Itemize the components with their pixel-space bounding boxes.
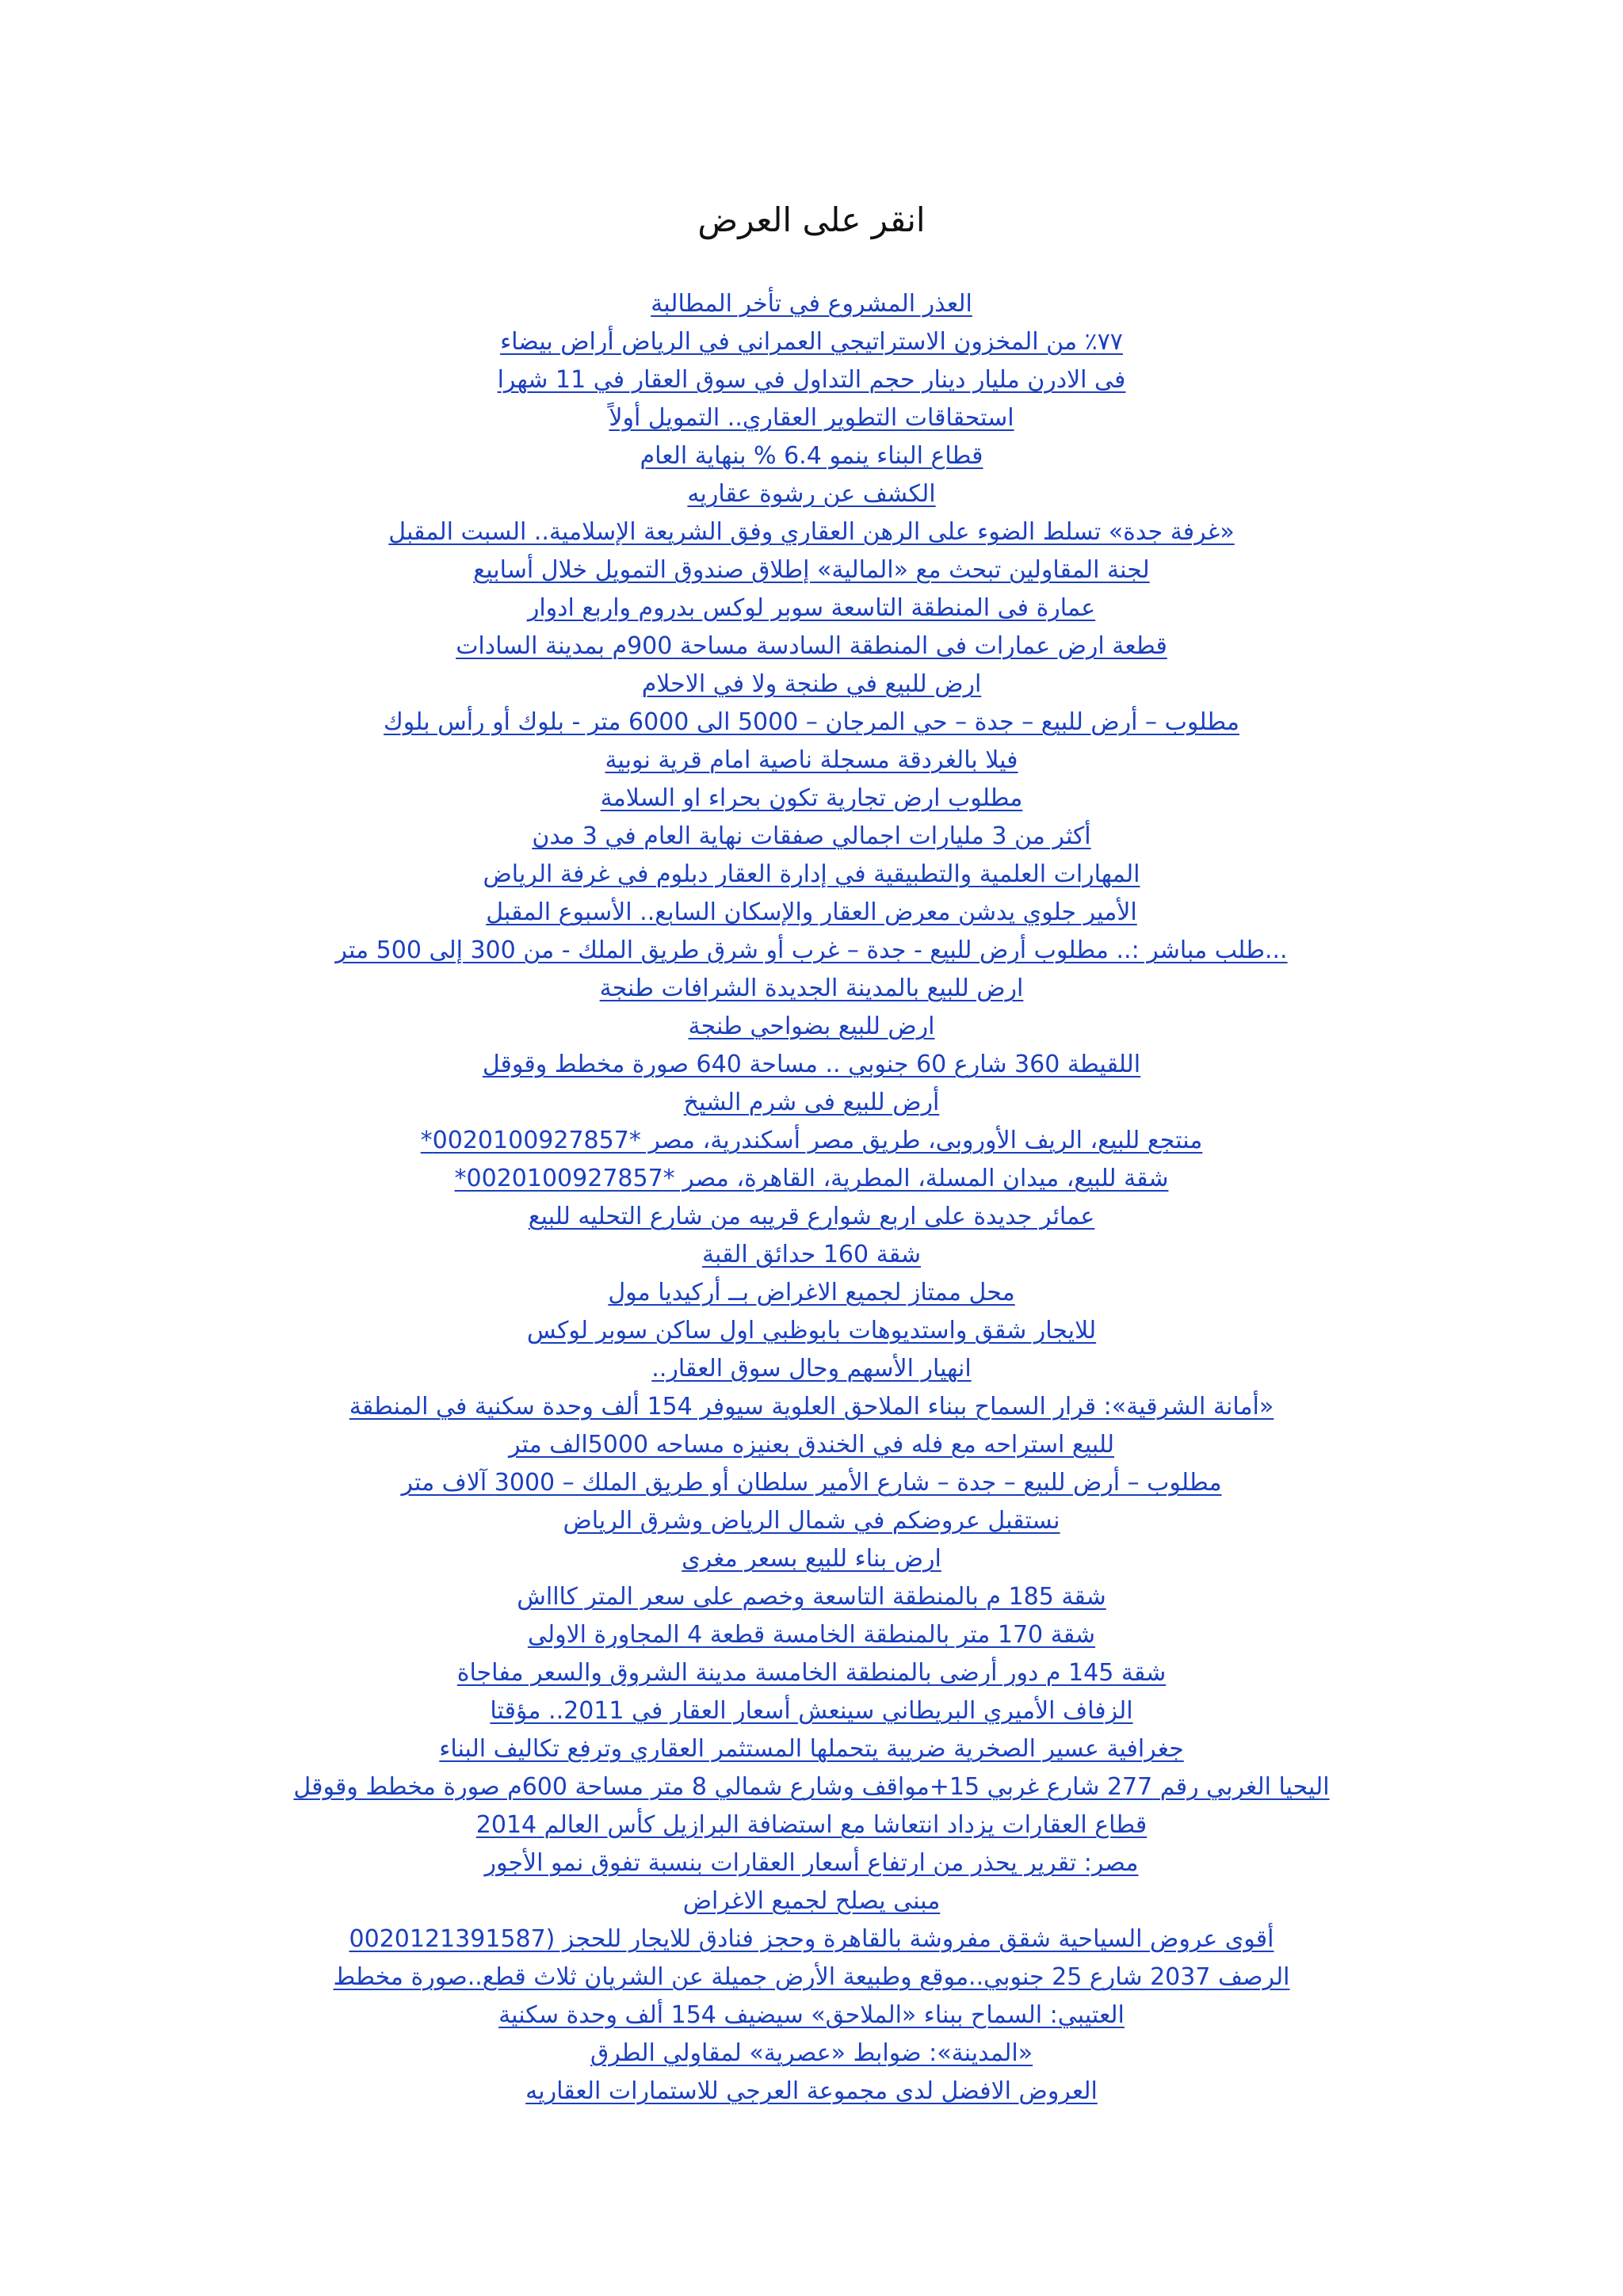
list-item bbox=[0, 1654, 1623, 1692]
list-item bbox=[0, 780, 1623, 818]
list-item bbox=[0, 818, 1623, 856]
listing-link[interactable]: ...طلب مباشر :.. مطلوب أرض للبيع - جدة – غرب أو شرق طريق الملك - من 300 إلى 500 متر bbox=[335, 936, 1288, 964]
list-item bbox=[0, 970, 1623, 1008]
listing-link[interactable]: العذر المشروع في تأخر المطالبة bbox=[651, 290, 972, 318]
listing-link[interactable]: ارض للبيع بالمدينة الجديدة الشرافات طنجة bbox=[599, 974, 1024, 1002]
listing-link[interactable]: الرصف 2037 شارع 25 جنوبي..موقع وطبيعة الأرض جميلة عن الشريان ثلاث قطع..صورة مخطط bbox=[333, 1963, 1290, 1991]
listing-link[interactable]: اليحيا الغربي رقم 277 شارع غربي 15+مواقف وشارع شمالي 8 متر مساحة 600م صورة مخطط وقوقل bbox=[293, 1773, 1330, 1801]
listing-link[interactable]: منتجع للبيع، الريف الأوروبى، طريق مصر أسكندرية، مصر *0020100927857* bbox=[420, 1127, 1203, 1154]
list-item bbox=[0, 475, 1623, 513]
listing-link[interactable]: ٧٧٪ من المخزون الاستراتيجي العمراني في الرياض أراض بيضاء bbox=[500, 328, 1123, 356]
list-item bbox=[0, 551, 1623, 589]
listing-link[interactable]: مطلوب ارض تجارية تكون بحراء او السلامة bbox=[600, 784, 1023, 812]
listing-link[interactable]: أرض للبيع فى شرم الشيخ bbox=[683, 1089, 940, 1116]
list-item bbox=[0, 1350, 1623, 1388]
listing-link[interactable]: أقوى عروض السياحية شقق مفروشة بالقاهرة وحجز فنادق للايجار للحجز (0020121391587 bbox=[349, 1925, 1274, 1953]
list-item bbox=[0, 589, 1623, 627]
listing-link[interactable]: أكثر من 3 مليارات اجمالي صفقات نهاية العام في 3 مدن bbox=[532, 822, 1091, 850]
listing-link[interactable]: شقة 145 م دور أرضى بالمنطقة الخامسة مدينة الشروق والسعر مفاجاة bbox=[456, 1659, 1167, 1687]
list-item bbox=[0, 932, 1623, 970]
listing-link[interactable]: ارض للبيع في طنجة ولا في الاحلام bbox=[641, 670, 982, 698]
listing-link[interactable]: «أمانة الشرقية»: قرار السماح ببناء الملاحق العلوية سيوفر 154 ألف وحدة سكنية في المنطقة bbox=[349, 1393, 1274, 1421]
list-item bbox=[0, 399, 1623, 437]
list-item bbox=[0, 1768, 1623, 1806]
listing-links bbox=[0, 285, 1623, 2111]
list-item bbox=[0, 361, 1623, 399]
list-item bbox=[0, 627, 1623, 666]
listing-link[interactable]: العروض الافضل لدى مجموعة العرجي للاستمارات العقاريه bbox=[525, 2077, 1098, 2105]
list-item bbox=[0, 1312, 1623, 1350]
listing-link[interactable]: قطاع البناء ينمو 6.4 % بنهاية العام bbox=[640, 442, 983, 470]
listing-link[interactable]: محل ممتاز لجميع الاغراض بــ أركيديا مول bbox=[608, 1279, 1015, 1306]
list-item bbox=[0, 856, 1623, 894]
list-item bbox=[0, 285, 1623, 323]
listing-link[interactable]: ارض للبيع بضواحي طنجة bbox=[688, 1013, 935, 1040]
listing-link[interactable]: شقة 170 متر بالمنطقة الخامسة قطعة 4 المجاورة الاولى bbox=[527, 1621, 1096, 1649]
list-item bbox=[0, 1730, 1623, 1768]
list-item bbox=[0, 1882, 1623, 1920]
listing-link[interactable]: شقة 160 حدائق القبة bbox=[701, 1241, 922, 1268]
listing-link[interactable]: مصر: تقرير يحذر من ارتفاع أسعار العقارات بنسبة تفوق نمو الأجور bbox=[484, 1849, 1139, 1877]
listing-link[interactable]: فى الادرن مليار دينار حجم التداول في سوق العقار في 11 شهرا bbox=[497, 366, 1126, 394]
listing-link[interactable]: شقة للبيع، ميدان المسلة، المطرية، القاهرة، مصر *0020100927857* bbox=[454, 1165, 1169, 1192]
list-item bbox=[0, 742, 1623, 780]
listing-link[interactable]: لجنة المقاولين تبحث مع «المالية» إطلاق صندوق التمويل خلال أسابيع bbox=[473, 556, 1150, 584]
list-item bbox=[0, 1616, 1623, 1654]
list-item bbox=[0, 666, 1623, 704]
list-item bbox=[0, 1502, 1623, 1540]
list-item bbox=[0, 1540, 1623, 1578]
list-item bbox=[0, 1806, 1623, 1844]
listing-link[interactable]: الأمير جلوي يدشن معرض العقار والإسكان السابع.. الأسبوع المقبل bbox=[486, 898, 1137, 926]
list-item bbox=[0, 1084, 1623, 1122]
listing-link[interactable]: ارض بناء للبيع بسعر مغرى bbox=[682, 1545, 941, 1573]
list-item bbox=[0, 1997, 1623, 2035]
listing-link[interactable]: «المدينة»: ضوابط «عصرية» لمقاولي الطرق bbox=[590, 2039, 1033, 2067]
listing-link[interactable]: «غرفة جدة» تسلط الضوء على الرهن العقاري وفق الشريعة الإسلامية.. السبت المقبل bbox=[388, 518, 1235, 546]
list-item bbox=[0, 1920, 1623, 1958]
list-item bbox=[0, 1578, 1623, 1616]
listing-link[interactable]: المهارات العلمية والتطبيقية في إدارة العقار دبلوم في غرفة الرياض bbox=[483, 860, 1140, 888]
list-item bbox=[0, 437, 1623, 475]
list-item bbox=[0, 2035, 1623, 2073]
list-item bbox=[0, 2073, 1623, 2111]
page-title: انقر على العرض bbox=[697, 200, 926, 239]
listing-link[interactable]: انهيار الأسهم وحال سوق العقار.. bbox=[651, 1355, 972, 1383]
listing-link[interactable]: للبيع استراحه مع فله في الخندق بعنيزه مساحه 5000الف متر bbox=[508, 1431, 1115, 1459]
listing-link[interactable]: العتيبي: السماح ببناء «الملاحق» سيضيف 154 ألف وحدة سكنية bbox=[498, 2001, 1125, 2029]
list-item bbox=[0, 1426, 1623, 1464]
listing-link[interactable]: الكشف عن رشوة عقاريه bbox=[687, 480, 936, 508]
list-item bbox=[0, 1198, 1623, 1236]
list-item bbox=[0, 704, 1623, 742]
list-item bbox=[0, 1388, 1623, 1426]
listing-link[interactable]: قطاع العقارات يزداد انتعاشا مع استضافة البرازيل كأس العالم 2014 bbox=[475, 1811, 1148, 1839]
list-item bbox=[0, 1844, 1623, 1882]
listing-link[interactable]: فيلا بالغردقة مسجلة ناصية امام قرية نوبية bbox=[605, 746, 1018, 774]
list-item bbox=[0, 1464, 1623, 1502]
listing-link[interactable]: شقة 185 م بالمنطقة التاسعة وخصم على سعر المتر كاااش bbox=[517, 1583, 1106, 1611]
listing-link[interactable]: استحقاقات التطوير العقاري.. التمويل أولاً bbox=[609, 404, 1014, 432]
list-item bbox=[0, 1236, 1623, 1274]
listing-link[interactable]: قطعة ارض عمارات فى المنطقة السادسة مساحة 900م بمدينة السادات bbox=[456, 632, 1167, 660]
list-item bbox=[0, 894, 1623, 932]
listing-link[interactable]: مطلوب – أرض للبيع – جدة – شارع الأمير سلطان أو طريق الملك – 3000 آلاف متر bbox=[401, 1469, 1222, 1497]
list-item bbox=[0, 1274, 1623, 1312]
list-item bbox=[0, 1046, 1623, 1084]
listing-link[interactable]: الزفاف الأميري البريطاني سينعش أسعار العقار في 2011.. مؤقتا bbox=[490, 1697, 1133, 1725]
listing-link[interactable]: عمارة فى المنطقة التاسعة سوبر لوكس بدروم واربع ادوار bbox=[527, 594, 1096, 622]
list-item bbox=[0, 323, 1623, 361]
listing-link[interactable]: اللقيطة 360 شارع 60 جنوبي .. مساحة 640 صورة مخطط وقوقل bbox=[482, 1051, 1141, 1078]
listing-link[interactable]: للايجار شقق واستديوهات بابوظبي اول ساكن سوبر لوكس bbox=[526, 1317, 1097, 1344]
list-item bbox=[0, 1692, 1623, 1730]
listing-link[interactable]: عمائر جديدة على اربع شوارع قريبه من شارع التحليه للبيع bbox=[528, 1203, 1095, 1230]
listing-link[interactable]: جغرافية عسير الصخرية ضريبة يتحملها المستثمر العقاري وترفع تكاليف البناء bbox=[439, 1735, 1184, 1763]
listing-link[interactable]: مبنى يصلح لجميع الاغراض bbox=[682, 1887, 941, 1915]
listing-link[interactable]: نستقبل عروضكم في شمال الرياض وشرق الرياض bbox=[563, 1507, 1060, 1535]
list-item bbox=[0, 513, 1623, 551]
list-item bbox=[0, 1160, 1623, 1198]
listing-link[interactable]: مطلوب – أرض للبيع – جدة – حي المرجان – 5000 الى 6000 متر - بلوك أو رأس بلوك bbox=[384, 708, 1239, 736]
list-item bbox=[0, 1122, 1623, 1160]
list-item bbox=[0, 1958, 1623, 1997]
list-item bbox=[0, 1008, 1623, 1046]
